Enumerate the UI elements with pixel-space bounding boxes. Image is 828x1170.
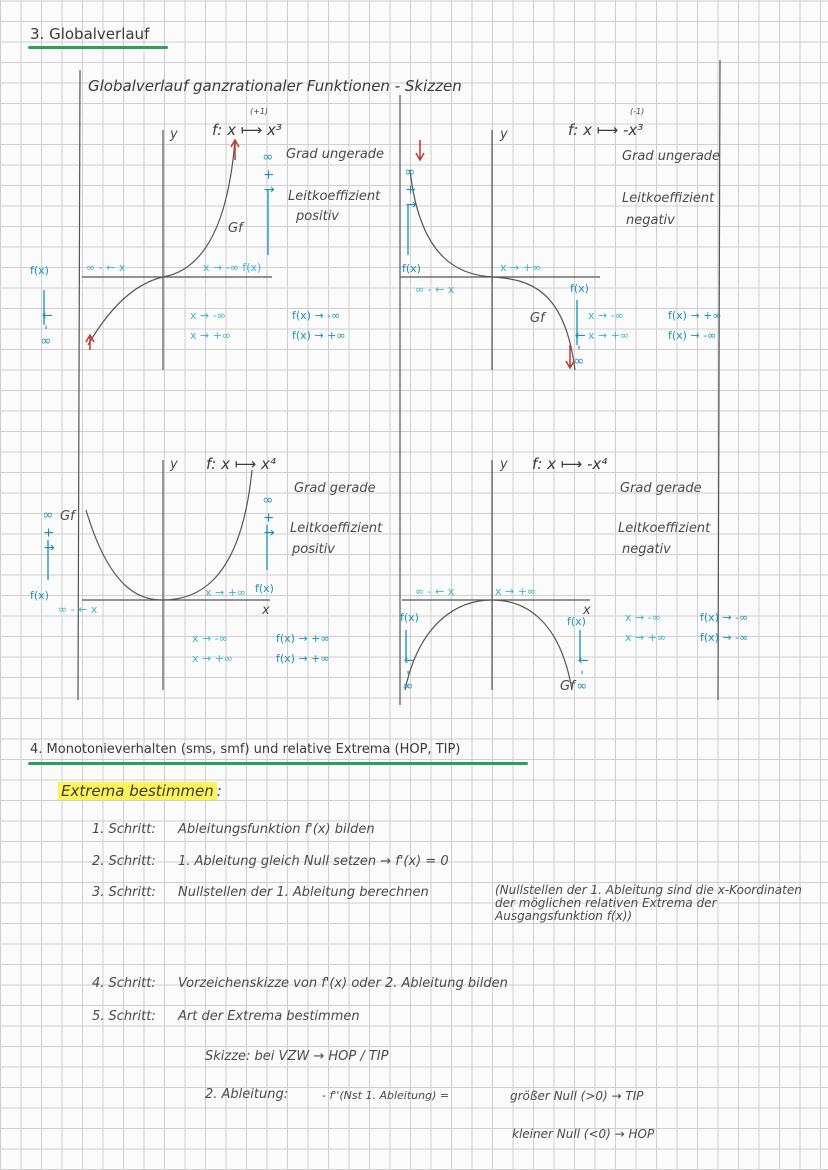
- limit-x: x → +∞: [588, 329, 630, 342]
- graph-label: Gf: [560, 679, 575, 694]
- step-text: Ableitungsfunktion f'(x) bilden: [178, 822, 375, 837]
- limit-x: x → -∞: [625, 611, 661, 624]
- title-underline: [28, 46, 168, 49]
- degree-label: Grad gerade: [620, 481, 702, 496]
- degree-label: Grad ungerade: [622, 149, 721, 164]
- lead-coefficient-label: Leitkoeffizient: [622, 191, 715, 206]
- function-label: f: x ⟼ x³: [212, 121, 282, 139]
- fx-label: f(x): [402, 262, 421, 275]
- function-label: f: x ⟼ x⁴: [206, 455, 276, 473]
- lead-coefficient-label: Leitkoeffizient: [290, 521, 383, 536]
- limit-label: x → +∞: [495, 585, 537, 598]
- infinity-arrow: ↓ - ∞: [574, 655, 590, 694]
- lead-coefficient-label: Leitkoeffizient: [288, 189, 381, 204]
- limit-label: ∞ - ← x: [86, 261, 126, 274]
- sketch-rule: Skizze: bei VZW → HOP / TIP: [205, 1049, 389, 1064]
- infinity-arrow: ↓ - ∞: [400, 655, 416, 694]
- limit-label: ∞ - ← x: [58, 603, 98, 616]
- x-axis-label: x: [262, 603, 270, 618]
- infinity-arrow: ↓ - ∞: [571, 330, 587, 369]
- graph-label: Gf: [60, 509, 75, 524]
- limit-label: ∞ - ← x: [415, 283, 455, 296]
- limit-fx: f(x) → +∞: [668, 309, 722, 322]
- degree-label: Grad gerade: [294, 481, 376, 496]
- second-derivative-expression: - f''(Nst 1. Ableitung) =: [322, 1089, 450, 1102]
- heading-colon: :: [216, 782, 222, 800]
- infinity-arrow: ↓ - ∞: [38, 310, 54, 349]
- limit-x: x → -∞: [588, 309, 624, 322]
- extrema-heading: [58, 783, 222, 800]
- graph-label: Gf: [228, 221, 243, 236]
- step-label: 1. Schritt:: [92, 822, 156, 837]
- fx-label: f(x): [400, 611, 419, 624]
- limit-fx: f(x) → -∞: [700, 631, 749, 644]
- section-3-title: 3. Globalverlauf: [30, 25, 150, 43]
- step-label: 4. Schritt:: [92, 976, 156, 991]
- step-text: Art der Extrema bestimmen: [178, 1009, 360, 1024]
- lead-sign-label: negativ: [622, 542, 671, 557]
- function-label: f: x ⟼ -x⁴: [532, 455, 608, 473]
- limit-fx: f(x) → -∞: [292, 309, 341, 322]
- lead-sign-label: negativ: [626, 213, 675, 228]
- sketch-box-title: Globalverlauf ganzrationaler Funktionen - Skizzen: [88, 77, 462, 95]
- function-label: f: x ⟼ -x³: [568, 121, 644, 139]
- limit-label: x → +∞: [205, 586, 247, 599]
- lead-coefficient-label: Leitkoeffizient: [618, 521, 711, 536]
- infinity-arrow: ∞ + ↑: [40, 508, 56, 554]
- limit-x: x → +∞: [192, 652, 234, 665]
- limit-fx: f(x) → -∞: [668, 329, 717, 342]
- limit-x: x → +∞: [190, 329, 232, 342]
- limit-fx: f(x) → +∞: [276, 652, 330, 665]
- y-axis-label: y: [500, 127, 508, 142]
- limit-fx: f(x) → +∞: [292, 329, 346, 342]
- step-label: 2. Schritt:: [92, 854, 156, 869]
- highlighted-heading: Extrema bestimmen: [58, 782, 217, 800]
- limit-x: x → -∞: [190, 309, 226, 322]
- y-axis-label: y: [170, 127, 178, 142]
- limit-x: x → -∞: [192, 632, 228, 645]
- y-axis-label: y: [170, 457, 178, 472]
- infinity-arrow: ∞ + ↑: [260, 150, 276, 196]
- fx-label: f(x): [570, 282, 589, 295]
- fx-label: f(x): [30, 589, 49, 602]
- step-text: Vorzeichenskizze von f'(x) oder 2. Ableitung bilden: [178, 976, 508, 991]
- fx-label: f(x): [255, 582, 274, 595]
- limit-fx: f(x) → +∞: [276, 632, 330, 645]
- second-derivative-label: 2. Ableitung:: [205, 1087, 289, 1102]
- fx-label: f(x): [567, 615, 586, 628]
- infinity-arrow: ∞ + ↑: [260, 493, 276, 539]
- lead-sign-label: positiv: [296, 209, 339, 224]
- coefficient-note: (-1): [630, 107, 645, 116]
- step-label: 5. Schritt:: [92, 1009, 156, 1024]
- limit-label: x → -∞ f(x): [203, 261, 262, 274]
- title-underline: [28, 762, 528, 765]
- limit-label: ∞ - ← x: [415, 585, 455, 598]
- limit-fx: f(x) → -∞: [700, 611, 749, 624]
- case-negative: kleiner Null (<0) → HOP: [512, 1127, 655, 1141]
- limit-label: x → +∞: [500, 261, 542, 274]
- step-3-note: (Nullstellen der 1. Ableitung sind die x-Koordinaten der möglichen relativen Extrema der Ausgangsfunktion f(x)): [495, 883, 802, 924]
- graph-label: Gf: [530, 311, 545, 326]
- case-positive: größer Null (>0) → TIP: [510, 1089, 644, 1103]
- coefficient-note: (+1): [250, 107, 269, 116]
- x-axis-label: x: [583, 603, 591, 618]
- step-text: 1. Ableitung gleich Null setzen → f'(x) = 0: [178, 854, 449, 869]
- section-4-title: 4. Monotonieverhalten (sms, smf) und relative Extrema (HOP, TIP): [30, 742, 461, 757]
- limit-x: x → +∞: [625, 631, 667, 644]
- infinity-arrow: ∞ + ↑: [402, 165, 418, 211]
- fx-label: f(x): [30, 264, 49, 277]
- step-text: Nullstellen der 1. Ableitung berechnen: [178, 885, 429, 900]
- degree-label: Grad ungerade: [286, 147, 385, 162]
- y-axis-label: y: [500, 457, 508, 472]
- lead-sign-label: positiv: [292, 542, 335, 557]
- step-label: 3. Schritt:: [92, 885, 156, 900]
